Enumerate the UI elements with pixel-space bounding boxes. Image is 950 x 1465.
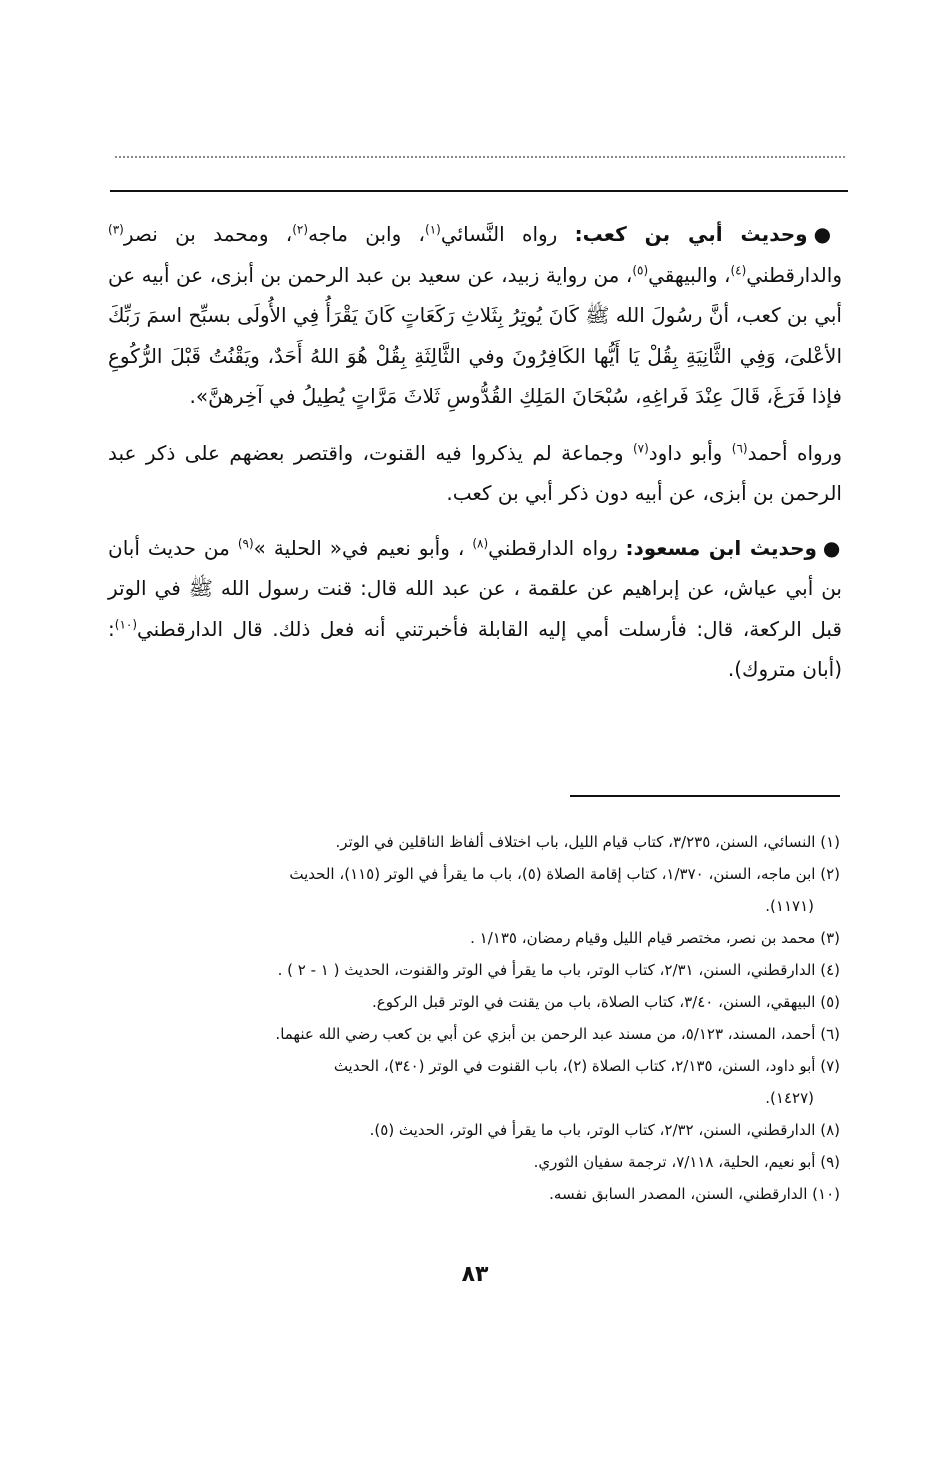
paragraph-lead: وحديث أبي بن كعب:	[574, 222, 808, 246]
footnote-7	[110, 1050, 840, 1082]
footnote-9	[110, 1146, 840, 1178]
footnote-8	[110, 1114, 840, 1146]
text-run: رواه النَّسائي	[440, 222, 575, 246]
paragraph-ubayy-hadith	[108, 214, 842, 417]
text-run: وأبو داود	[648, 440, 732, 465]
footnote-number: (٣)	[820, 929, 840, 947]
footnote-7-continuation: (١٤٢٧).	[765, 1089, 814, 1107]
text-run: ، ومحمد بن نصر	[123, 222, 293, 246]
footnote-text: أحمد، المسند، ٥/١٢٣، من مسند عبد الرحمن بن أبزي عن أبي بن كعب رضي الله عنهما.	[275, 1025, 816, 1043]
footnote-2	[110, 858, 840, 890]
footnote-number: (٩)	[820, 1153, 840, 1171]
footnote-text: النسائي، السنن، ٣/٢٣٥، كتاب قيام الليل، باب اختلاف ألفاظ الناقلين في الوتر.	[335, 833, 816, 851]
paragraph-ibn-masud-hadith	[108, 528, 842, 690]
footnote-5	[110, 986, 840, 1018]
footnote-ref: (١)	[425, 222, 441, 237]
footnote-number: (٦)	[820, 1025, 840, 1043]
footnote-ref: (٩)	[237, 535, 254, 550]
text-run: من حديث أبان بن أبي عياش، عن إبراهيم عن علقمة ، عن عبد الله قال: قنت رسول الله ﷺ في الوتر قبل الركعة، قال: فأرسلت أمي إليه القابلة فأخبرتني أنه فعل ذلك. قال الدارقطني	[108, 535, 842, 641]
header-dotted-rule	[115, 156, 845, 158]
text-run: ، من رواية زبيد، عن سعيد بن عبد الرحمن بن أبزى، عن أبيه عن أبي بن كعب، أنَّ رسُولَ الله ﷺ كَانَ يُوتِرُ بِثَلاثِ رَكَعَاتٍ كَانَ يَقْرَأُ فِي الأُولَى بسبِّح اسمَ رَبِّكَ الأعْلىَ، وَفِي الثَّانِيَةِ بِقُلْ يَا أَيُّها الكَافِرُونَ وفي الثَّالِثَةِ بِقُلْ هُوَ اللهُ أَحَدٌ، ويَقْنُتُ قَبْلَ الرُّكُوعِ فإذا فَرَغَ، قَالَ عِنْدَ فَراغِهِ، سُبْحَانَ المَلِكِ القُدُّوسِ ثَلاثَ مَرَّاتٍ يُطِيلُ في آخِرهنَّ».	[108, 262, 842, 408]
footnote-10	[110, 1178, 840, 1210]
footnote-number: (٧)	[820, 1057, 840, 1075]
footnote-ref: (٨)	[472, 535, 489, 550]
footnote-number: (٥)	[820, 993, 840, 1011]
bullet-icon: ●	[822, 535, 842, 560]
main-text	[108, 214, 842, 690]
text-run: ، وابن ماجه	[308, 222, 425, 246]
footnote-ref: (٧)	[632, 440, 649, 455]
footnote-ref: (٢)	[292, 222, 309, 237]
footnote-number: (٢)	[820, 865, 840, 883]
footnote-number: (٨)	[820, 1121, 840, 1139]
footnote-text: الدارقطني، السنن، ٢/٣١، كتاب الوتر، باب ما يقرأ في الوتر والقنوت، الحديث ( ١ - ٢ ) .	[277, 961, 816, 979]
footnote-ref: (٥)	[632, 262, 649, 277]
text-run: : (أبان متروك).	[108, 616, 842, 681]
footnote-text: الدارقطني، السنن، ٢/٣٢، كتاب الوتر، باب ما يقرأ في الوتر، الحديث (٥).	[369, 1121, 816, 1139]
bullet-icon: ●	[813, 222, 842, 246]
footnote-6	[110, 1018, 840, 1050]
footnote-1	[110, 826, 840, 858]
text-run: والدارقطني	[746, 262, 842, 287]
footnote-number: (٤)	[820, 961, 840, 979]
footnote-ref: (٦)	[731, 440, 748, 455]
footnote-text: البيهقي، السنن، ٣/٤٠، كتاب الصلاة، باب من يقنت في الوتر قبل الركوع.	[371, 993, 816, 1011]
footnote-3	[110, 922, 840, 954]
footnote-4	[110, 954, 840, 986]
footnote-separator	[570, 795, 840, 797]
footnote-text: الدارقطني، السنن، المصدر السابق نفسه.	[549, 1185, 808, 1203]
text-run: ، والبيهقي	[648, 262, 731, 287]
footnote-text: أبو نعيم، الحلية، ٧/١١٨، ترجمة سفيان الثوري.	[533, 1153, 816, 1171]
paragraph-lead: وحديث ابن مسعود:	[625, 535, 817, 560]
footnote-ref: (٣)	[108, 222, 124, 237]
text-run: وجماعة لم يذكروا فيه القنوت، واقتصر بعضهم على ذكر عبد الرحمن بن أبزى، عن أبيه دون ذكر أبي بن كعب.	[108, 440, 842, 505]
header-rule	[110, 190, 848, 192]
text-run: رواه الدارقطني	[488, 535, 626, 560]
footnote-ref: (٤)	[730, 262, 747, 277]
footnote-number: (١)	[820, 833, 840, 851]
footnote-2-continuation: (١١٧١).	[765, 897, 814, 915]
footnotes	[110, 826, 840, 1210]
footnote-number: (١٠)	[812, 1185, 840, 1203]
footnote-text: محمد بن نصر، مختصر قيام الليل وقيام رمضان، ١/١٣٥ .	[470, 929, 816, 947]
page-number: ٨٣	[461, 1262, 489, 1287]
footnote-text: ابن ماجه، السنن، ١/٣٧٠، كتاب إقامة الصلاة (٥)، باب ما يقرأ في الوتر (١١٥)، الحديث	[289, 865, 816, 883]
paragraph-ahmad-narration	[108, 433, 842, 514]
text-run: ورواه أحمد	[747, 440, 842, 465]
footnote-ref: (١٠)	[114, 616, 138, 631]
text-run: ، وأبو نعيم في« الحلية »	[253, 535, 473, 560]
footnote-text: أبو داود، السنن، ٢/١٣٥، كتاب الصلاة (٢)، باب القنوت في الوتر (٣٤٠)، الحديث	[333, 1057, 816, 1075]
